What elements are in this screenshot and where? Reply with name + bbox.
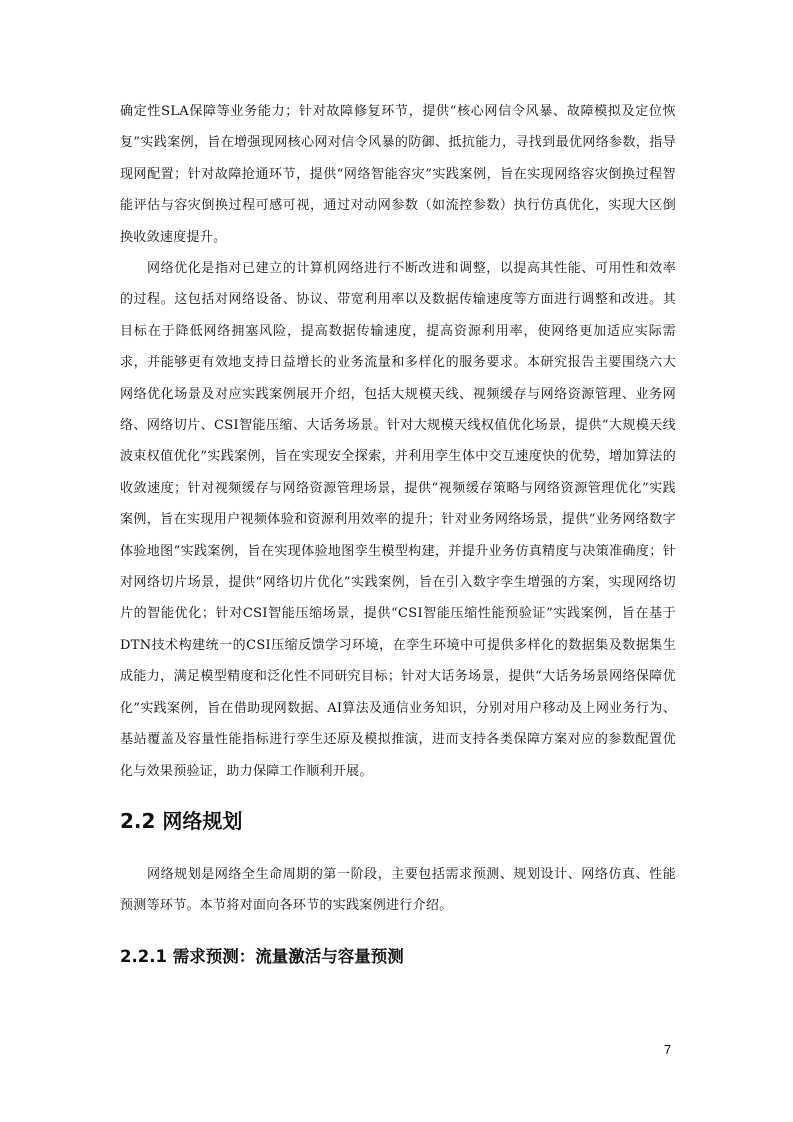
body-paragraph: 网络优化是指对已建立的计算机网络进行不断改进和调整，以提高其性能、可用性和效率的过程。这包括对网络设备、协议、带宽利用率以及数据传输速度等方面进行调整和改进。其目标在于降低网络拥塞风险，提高数据传输速度，提高资源利用率，使网络更加适应实际需求，并能够更有效地支持日益增长的业务流量和多样化的服务要求。本研究报告主要围绕六大网络优化场景及对应实践案例展开介绍，包括大规模天线、视频缓存与网络资源管理、业务网络、网络切片、CSI智能压缩、大话务场景。针对大规模天线权值优化场景，提供“大规模天线波束权值优化”实践案例，旨在实现安全探索，并利用孪生体中交互速度快的优势，增加算法的收敛速度；针对视频缓存与网络资源管理场景，提供“视频缓存策略与网络资源管理优化”实践案例，旨在实现用户视频体验和资源利用效率的提升；针对业务网络场景，提供“业务网络数字体验地图”实践案例，旨在实现体验地图孪生模型构建，并提升业务仿真精度与决策准确度；针对网络切片场景，提供“网络切片优化”实践案例，旨在引入数字孪生增强的方案，实现网络切片的智能优化；针对CSI智能压缩场景，提供“CSI智能压缩性能预验证”实践案例，旨在基于DTN技术构建统一的CSI压缩反馈学习环境，在孪生环境中可提供多样化的数据集及数据集生成能力，满足模型精度和泛化性不同研究目标；针对大话务场景，提供“大话务场景网络保障优化”实践案例，旨在借助现网数据、AI算法及通信业务知识，分别对用户移动及上网业务行为、基站覆盖及容量性能指标进行孪生还原及模拟推演，进而支持各类保障方案对应的参数配置优化与效果预验证，助力保障工作顺利开展。 bbox=[120, 261, 676, 779]
body-paragraph: 确定性SLA保障等业务能力；针对故障修复环节，提供“核心网信令风暴、故障模拟及定位恢复”实践案例，旨在增强现网核心网对信令风暴的防御、抵抗能力，寻找到最优网络参数，指导现网配置；针对故障抢通环节，提供“网络智能容灾”实践案例，旨在实现网络容灾倒换过程智能评估与容灾倒换过程可感可视，通过对动网参数（如流控参数）执行仿真优化，实现大区倒换收敛速度提升。 bbox=[120, 104, 676, 245]
subsection-heading: 2.2.1 需求预测：流量激活与容量预测 bbox=[120, 947, 404, 966]
section-heading: 2.2 网络规划 bbox=[120, 809, 243, 833]
page-number: 7 bbox=[664, 1042, 672, 1057]
body-paragraph: 网络规划是网络全生命周期的第一阶段，主要包括需求预测、规划设计、网络仿真、性能预测等环节。本节将对面向各环节的实践案例进行介绍。 bbox=[120, 867, 676, 914]
